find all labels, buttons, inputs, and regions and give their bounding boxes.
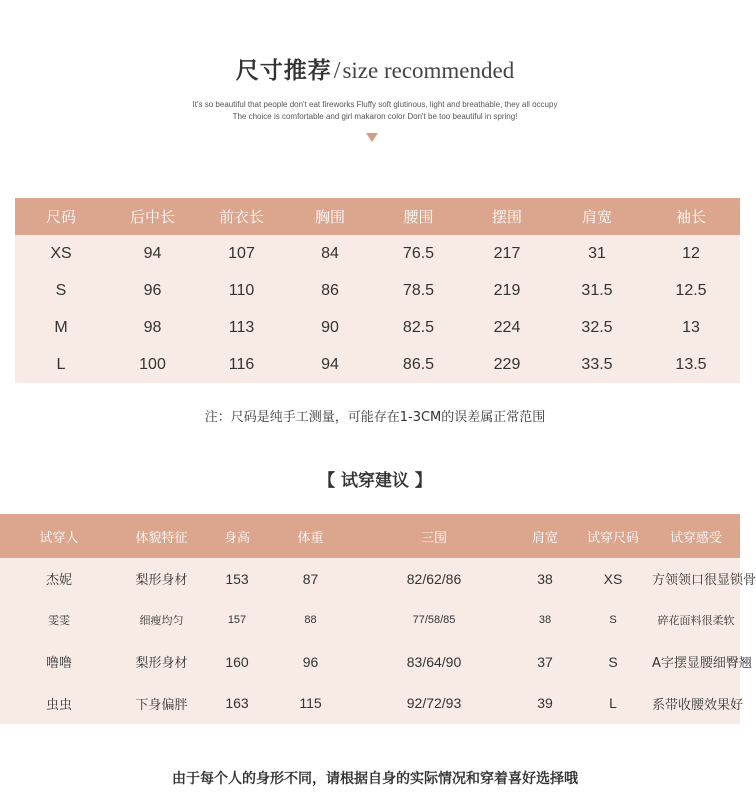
subtitle-line-2: The choice is comfortable and girl makaron color Don't be too beautiful in spring! — [232, 112, 518, 121]
size-table — [15, 198, 740, 383]
table-cell: 细瘦均匀 — [118, 600, 205, 642]
table-cell: 86 — [285, 272, 375, 309]
table-cell: 31.5 — [552, 272, 642, 309]
table-cell: 76.5 — [375, 235, 462, 272]
table-cell: 系带收腰效果好 — [652, 683, 740, 725]
title-separator: / — [333, 58, 341, 84]
table-cell: 31 — [552, 235, 642, 272]
try-header-cell: 试穿感受 — [652, 514, 740, 558]
table-cell: 碎花面料很柔软 — [652, 600, 740, 642]
subtitle-line-1: It's so beautiful that people don't eat fireworks Fluffy soft glutinous, light and breathable, they all occupy — [192, 100, 558, 109]
table-cell: S — [15, 272, 107, 309]
table-cell: 116 — [198, 346, 285, 383]
table-cell: 梨形身材 — [118, 641, 205, 683]
table-row — [15, 309, 740, 346]
try-header-cell: 体重 — [269, 514, 352, 558]
down-arrow-icon — [366, 133, 378, 142]
table-cell: 100 — [107, 346, 198, 383]
title-chinese: 尺寸推荐 — [235, 58, 332, 84]
measurement-note: 注：尺码是纯手工测量，可能存在1-3CM的误差属正常范围 — [204, 410, 546, 425]
table-cell: 虫虫 — [0, 683, 118, 725]
table-cell: S — [574, 641, 652, 683]
table-cell: 梨形身材 — [118, 558, 205, 600]
table-cell: L — [574, 683, 652, 725]
table-cell: 110 — [198, 272, 285, 309]
table-cell: 82/62/86 — [352, 558, 516, 600]
table-cell: 雯雯 — [0, 600, 118, 642]
table-cell: 86.5 — [375, 346, 462, 383]
table-cell: 12.5 — [642, 272, 740, 309]
table-cell: 32.5 — [552, 309, 642, 346]
table-cell: 157 — [205, 600, 269, 642]
size-header-cell: 腰围 — [375, 198, 462, 235]
table-cell: 163 — [205, 683, 269, 725]
table-cell: 38 — [516, 600, 574, 642]
table-cell: 38 — [516, 558, 574, 600]
table-cell: 217 — [462, 235, 552, 272]
table-cell: 83/64/90 — [352, 641, 516, 683]
table-cell: XS — [15, 235, 107, 272]
table-cell: 杰妮 — [0, 558, 118, 600]
try-header-cell: 试穿尺码 — [574, 514, 652, 558]
table-row — [15, 346, 740, 383]
table-cell: 107 — [198, 235, 285, 272]
table-cell: 87 — [269, 558, 352, 600]
table-cell: 224 — [462, 309, 552, 346]
table-cell: 96 — [107, 272, 198, 309]
page-title — [0, 52, 750, 85]
table-cell: A字摆显腰细臀翘 — [652, 641, 740, 683]
size-header-cell: 胸围 — [285, 198, 375, 235]
title-english: size recommended — [342, 58, 515, 83]
size-header-cell: 肩宽 — [552, 198, 642, 235]
try-header-cell: 肩宽 — [516, 514, 574, 558]
table-row — [15, 235, 740, 272]
try-header-cell: 身高 — [205, 514, 269, 558]
table-cell: 94 — [285, 346, 375, 383]
table-cell: 113 — [198, 309, 285, 346]
table-cell: M — [15, 309, 107, 346]
table-row — [0, 558, 740, 600]
table-cell: 88 — [269, 600, 352, 642]
table-cell: 82.5 — [375, 309, 462, 346]
table-cell: 98 — [107, 309, 198, 346]
table-cell: 噜噜 — [0, 641, 118, 683]
table-cell: 77/58/85 — [352, 600, 516, 642]
table-row — [15, 272, 740, 309]
table-row — [0, 641, 740, 683]
try-header-cell: 试穿人 — [0, 514, 118, 558]
table-cell: 方领领口很显锁骨 — [652, 558, 740, 600]
try-table-header — [0, 514, 740, 558]
table-cell: 115 — [269, 683, 352, 725]
table-cell: 96 — [269, 641, 352, 683]
size-header-cell: 后中长 — [107, 198, 198, 235]
table-cell: 下身偏胖 — [118, 683, 205, 725]
table-cell: 39 — [516, 683, 574, 725]
table-cell: 229 — [462, 346, 552, 383]
table-cell: 37 — [516, 641, 574, 683]
table-cell: 90 — [285, 309, 375, 346]
try-section-title: 【 试穿建议 】 — [318, 471, 432, 491]
table-cell: 33.5 — [552, 346, 642, 383]
size-header-cell: 尺码 — [15, 198, 107, 235]
table-row — [0, 683, 740, 725]
try-header-cell: 体貌特征 — [118, 514, 205, 558]
table-cell: 160 — [205, 641, 269, 683]
footer-note: 由于每个人的身形不同，请根据自身的实际情况和穿着喜好选择哦 — [172, 771, 578, 787]
table-cell: 12 — [642, 235, 740, 272]
try-header-cell: 三围 — [352, 514, 516, 558]
size-header-cell: 前衣长 — [198, 198, 285, 235]
size-table-header — [15, 198, 740, 235]
table-cell: S — [574, 600, 652, 642]
table-cell: 78.5 — [375, 272, 462, 309]
table-cell: 153 — [205, 558, 269, 600]
table-cell: 13 — [642, 309, 740, 346]
table-cell: 92/72/93 — [352, 683, 516, 725]
table-cell: L — [15, 346, 107, 383]
table-cell: 94 — [107, 235, 198, 272]
table-cell: XS — [574, 558, 652, 600]
size-header-cell: 摆围 — [462, 198, 552, 235]
table-cell: 13.5 — [642, 346, 740, 383]
table-row — [0, 600, 740, 642]
try-on-table — [0, 514, 756, 724]
size-header-cell: 袖长 — [642, 198, 740, 235]
table-cell: 219 — [462, 272, 552, 309]
table-cell: 84 — [285, 235, 375, 272]
